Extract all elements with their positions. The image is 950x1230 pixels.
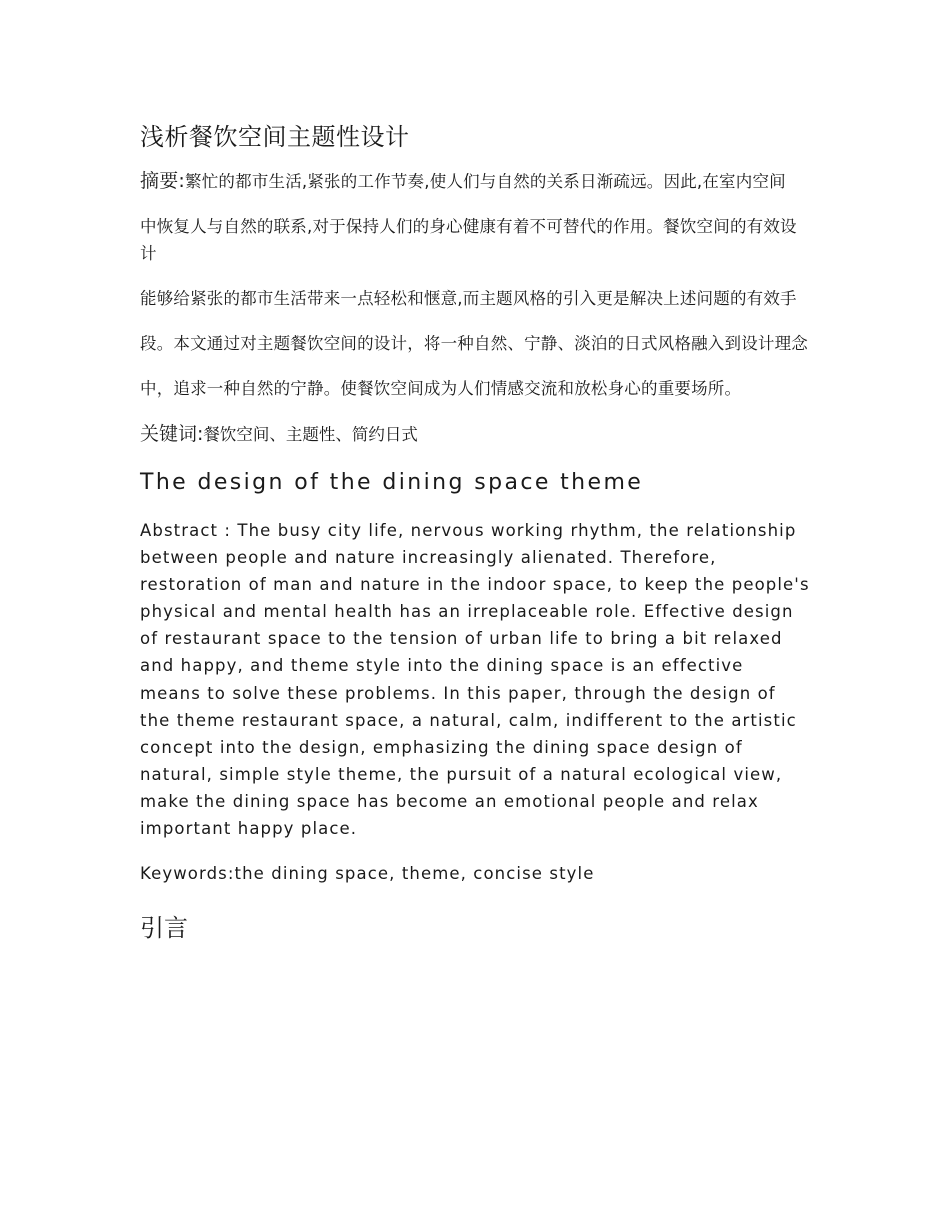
- abstract-cn-label: 摘要:: [140, 170, 186, 192]
- abstract-cn-paragraph-2: 中恢复人与自然的联系,对于保持人们的身心健康有着不可替代的作用。餐饮空间的有效设计: [140, 217, 797, 263]
- abstract-cn-paragraph-1: [140, 168, 810, 195]
- document-title-en: The design of the dining space theme: [140, 470, 644, 495]
- abstract-en: Abstract : The busy city life, nervous working rhythm, the relationship between people and nature increasingly alienated. Therefore, restoration of man and nature in the indoor space, to keep the people's physical and mental health has an irreplaceable role. Effective design of restaurant space to the tension of urban life to bring a bit relaxed and happy, and theme style into the dining space is an effective means to solve these problems. In this paper, through the design of the theme restaurant space, a natural, calm, indifferent to the artistic concept into the design, emphasizing the dining space design of natural, simple style theme, the pursuit of a natural ecological view, make the dining space has become an emotional people and relax important happy place.: [140, 521, 810, 839]
- document-page: [140, 116, 810, 948]
- section-heading-introduction: 引言: [140, 914, 188, 943]
- keywords-cn: [140, 420, 810, 449]
- keywords-cn-label: 关键词:: [140, 423, 204, 445]
- abstract-cn-paragraph-5: 中，追求一种自然的宁静。使餐饮空间成为人们情感交流和放松身心的重要场所。: [140, 379, 742, 398]
- abstract-cn-paragraph-3: 能够给紧张的都市生活带来一点轻松和惬意,而主题风格的引入更是解决上述问题的有效手: [140, 289, 797, 308]
- abstract-cn-paragraph-4: 段。本文通过对主题餐饮空间的设计，将一种自然、宁静、淡泊的日式风格融入到设计理念: [140, 334, 808, 353]
- keywords-cn-text: 餐饮空间、主题性、简约日式: [203, 425, 418, 444]
- abstract-cn-text-1: 繁忙的都市生活,紧张的工作节奏,使人们与自然的关系日渐疏远。因此,在室内空间: [185, 172, 786, 191]
- document-title-cn: 浅析餐饮空间主题性设计: [140, 123, 410, 151]
- keywords-en: Keywords:the dining space, theme, concise style: [140, 864, 595, 884]
